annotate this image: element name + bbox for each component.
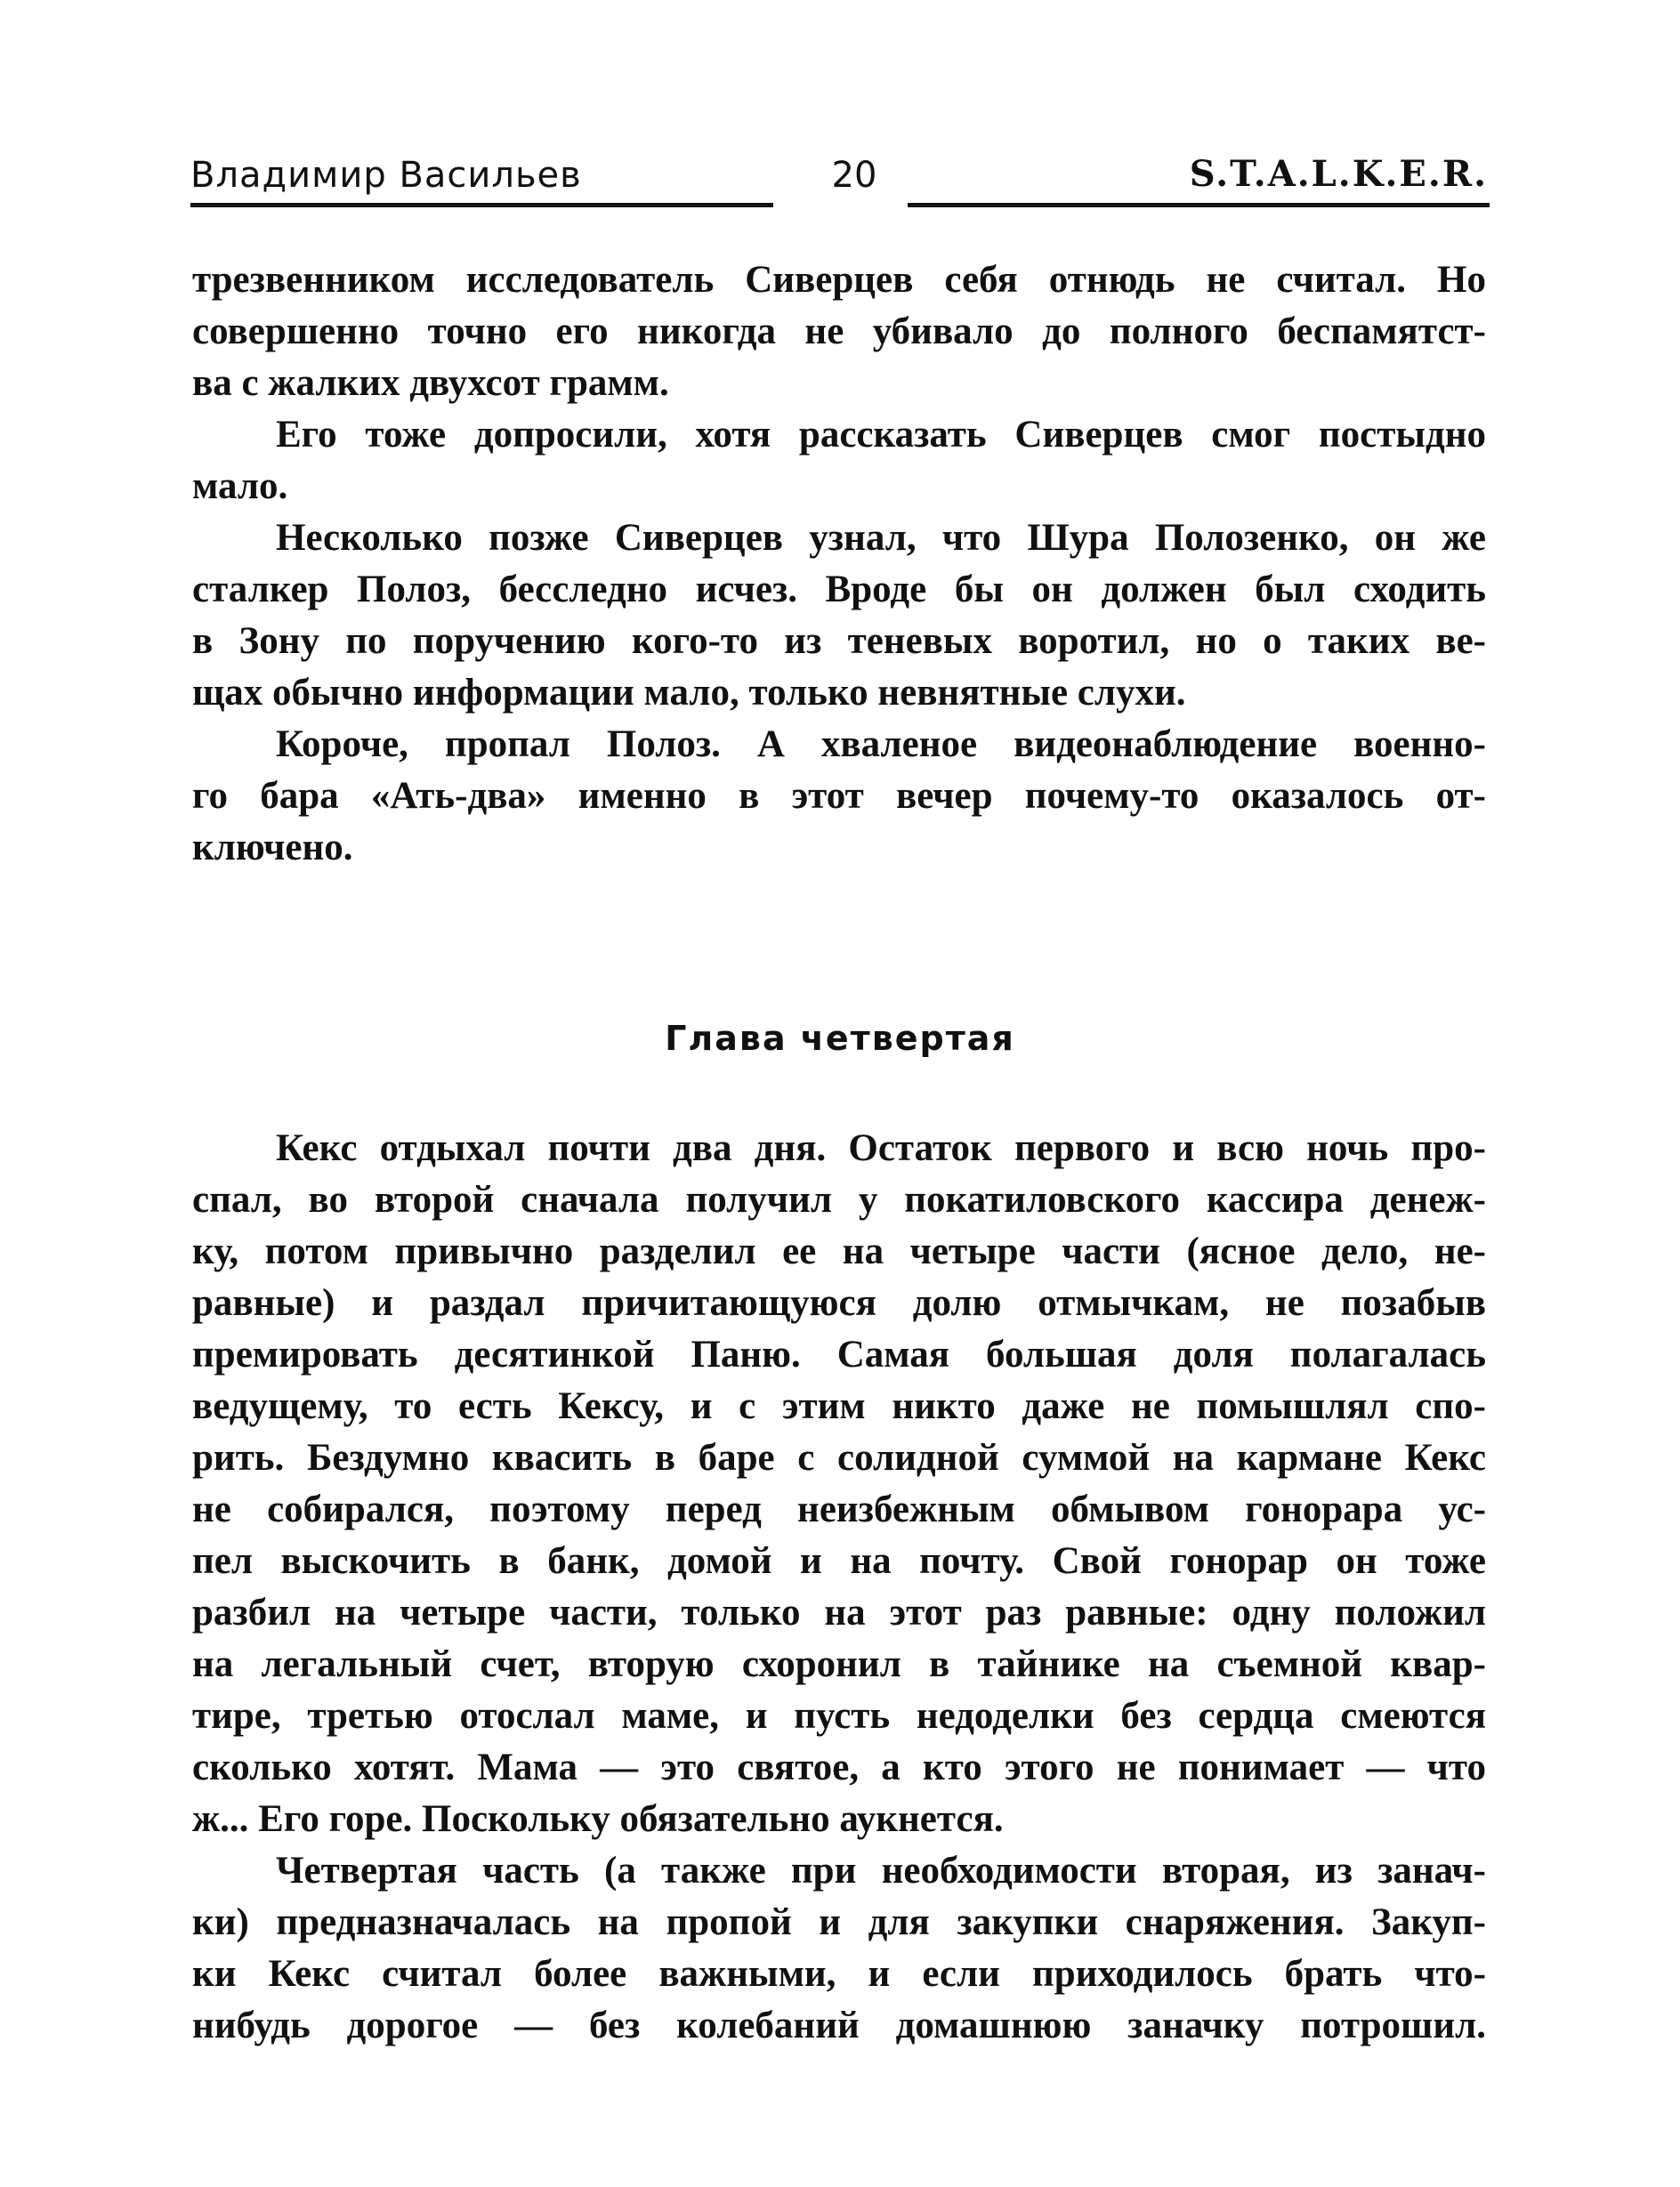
text-line: Кекс отдыхал почти два дня. Остаток первого и всю ночь про- — [276, 1127, 1486, 1169]
text-line: ведущему, то есть Кексу, и с этим никто даже не помышлял спо- — [192, 1385, 1486, 1427]
text-line: Его тоже допросили, хотя рассказать Сиверцев смог постыдно — [276, 414, 1486, 456]
text-line: в Зону по поручению кого-то из теневых воротил, но о таких ве- — [192, 620, 1486, 662]
text-line: ключено. — [192, 827, 353, 868]
text-line: тире, третью отослал маме, и пусть недоделки без сердца смеются — [192, 1695, 1486, 1737]
text-line: не собирался, поэтому перед неизбежным обмывом гонорара ус- — [192, 1489, 1486, 1530]
text-line: ж... Его горе. Поскольку обязательно аукнется. — [192, 1798, 1004, 1840]
text-line: трезвенником исследователь Сиверцев себя отнюдь не считал. Но — [192, 259, 1486, 301]
text-line: Короче, пропал Полоз. А хваленое видеонаблюдение военно- — [276, 723, 1486, 765]
text-line: совершенно точно его никогда не убивало до полного беспамятст- — [192, 311, 1486, 352]
text-line: премировать десятинкой Паню. Самая большая доля полагалась — [192, 1334, 1486, 1376]
header-book-title: S.T.A.L.K.E.R. — [1189, 153, 1488, 195]
text-line: разбил на четыре части, только на этот раз равные: одну положил — [192, 1592, 1486, 1634]
text-line: щах обычно информации мало, только невнятные слухи. — [192, 672, 1186, 714]
text-line: равные) и раздал причитающуюся долю отмычкам, не позабыв — [192, 1282, 1486, 1324]
header-rule-left — [190, 203, 773, 207]
text-line: Четвертая часть (а также при необходимости вторая, из занач- — [276, 1850, 1486, 1892]
header-rule-right — [908, 203, 1490, 207]
text-line: ку, потом привычно разделил ее на четыре части (ясное дело, не- — [192, 1231, 1486, 1272]
text-line: спал, во второй сначала получил у покатиловского кассира денеж- — [192, 1179, 1486, 1221]
text-section-1 — [192, 254, 1486, 874]
text-line: сталкер Полоз, бесследно исчез. Вроде бы он должен был сходить — [192, 569, 1486, 610]
text-line: мало. — [192, 465, 288, 507]
chapter-title: Глава четвертая — [665, 1019, 1015, 1058]
text-line: на легальный счет, вторую схоронил в тайнике на съемной квар- — [192, 1643, 1486, 1685]
header-author: Владимир Васильев — [190, 155, 582, 196]
page-number: 20 — [831, 155, 877, 196]
text-line: ва с жалких двухсот грамм. — [192, 362, 669, 404]
text-line: пел выскочить в банк, домой и на почту. Свой гонорар он тоже — [192, 1540, 1486, 1582]
text-line: ки Кекс считал более важными, и если приходилось брать что- — [192, 1953, 1486, 1995]
text-line: го бара «Ать-два» именно в этот вечер почему-то оказалось от- — [192, 775, 1486, 817]
text-line: нибудь дорогое — без колебаний домашнюю заначку потрошил. — [192, 2005, 1486, 2046]
text-line: рить. Бездумно квасить в баре с солидной суммой на кармане Кекс — [192, 1437, 1486, 1479]
text-line: Несколько позже Сиверцев узнал, что Шура Полозенко, он же — [276, 517, 1486, 559]
text-line: ки) предназначалась на пропой и для закупки снаряжения. Закуп- — [192, 1901, 1486, 1943]
text-line: сколько хотят. Мама — это святое, а кто этого не понимает — что — [192, 1747, 1486, 1788]
text-section-2 — [192, 1123, 1486, 2052]
running-header — [190, 149, 1490, 212]
